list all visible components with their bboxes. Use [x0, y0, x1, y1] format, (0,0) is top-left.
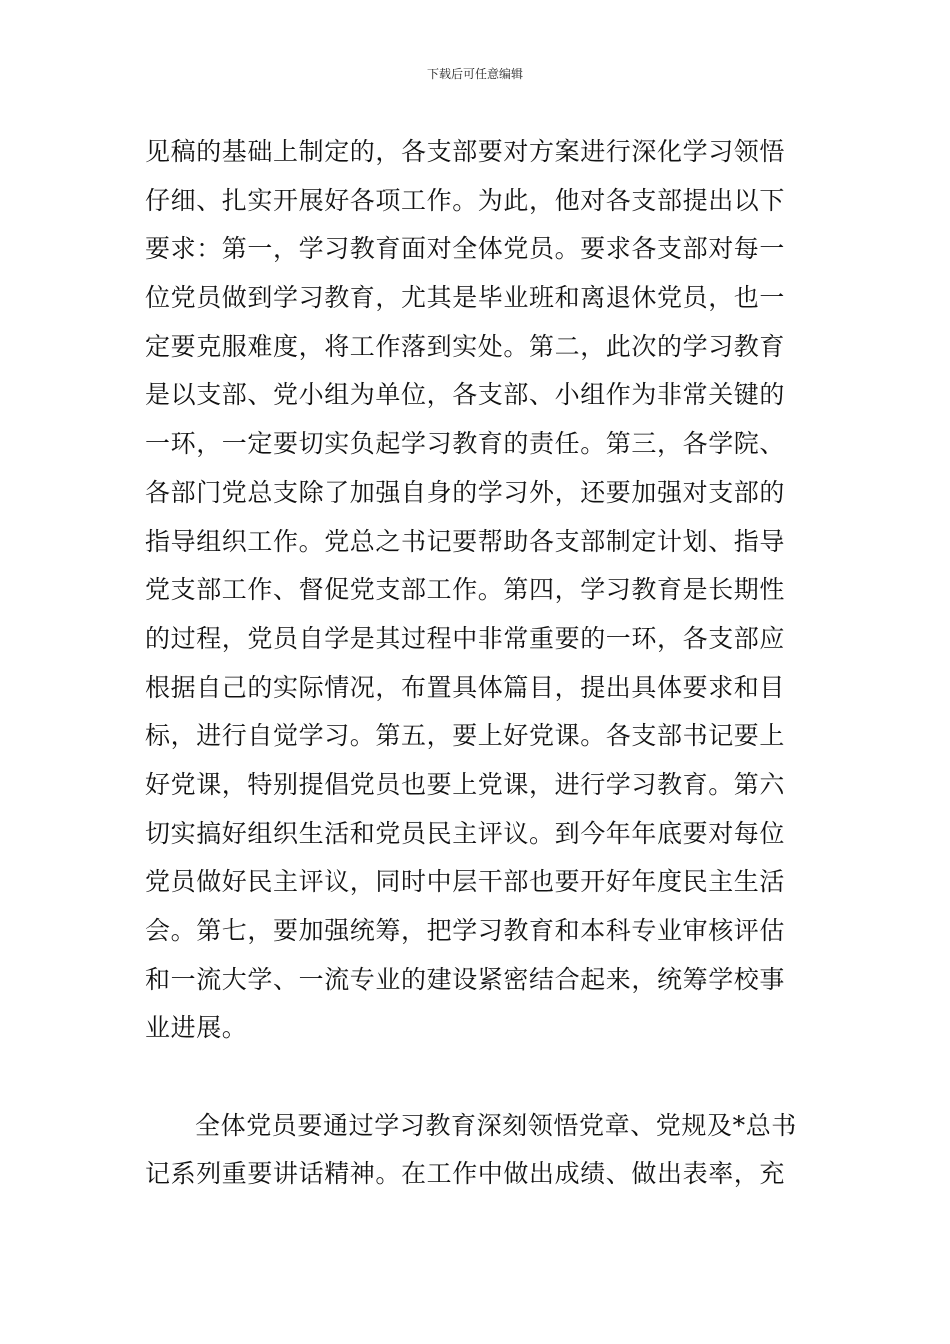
text-line: 记系列重要讲话精神。在工作中做出成绩、做出表率，充 — [145, 1159, 786, 1189]
text-line: 党支部工作、督促党支部工作。第四，学习教育是长期性 — [145, 575, 786, 605]
text-line: 标，进行自觉学习。第五，要上好党课。各支部书记要上 — [145, 721, 786, 751]
text-line: 好党课，特别提倡党员也要上党课，进行学习教育。第六 — [145, 769, 786, 799]
text-line: 和一流大学、一流专业的建设紧密结合起来，统筹学校事 — [145, 964, 786, 994]
text-line: 根据自己的实际情况，布置具体篇目，提出具体要求和目 — [145, 672, 786, 702]
text-line: 定要克服难度，将工作落到实处。第二，此次的学习教育 — [145, 331, 786, 361]
page-header: 下载后可任意编辑 — [426, 67, 523, 81]
text-line: 一环，一定要切实负起学习教育的责任。第三，各学院、 — [145, 429, 786, 459]
document-body — [145, 128, 811, 1199]
paragraph-2 — [145, 1102, 811, 1199]
text-line: 会。第七，要加强统筹，把学习教育和本科专业审核评估 — [145, 916, 786, 945]
text-line: 业进展。 — [145, 1013, 248, 1043]
text-line: 见稿的基础上制定的，各支部要对方案进行深化学习领悟 — [145, 137, 786, 166]
paragraph-spacer — [145, 1053, 811, 1102]
text-line: 指导组织工作。党总之书记要帮助各支部制定计划、指导 — [145, 526, 786, 556]
text-line: 全体党员要通过学习教育深刻领悟党章、党规及*总书 — [195, 1110, 797, 1140]
text-line: 的过程，党员自学是其过程中非常重要的一环，各支部应 — [145, 623, 786, 653]
text-line: 仔细、扎实开展好各项工作。为此，他对各支部提出以下 — [145, 185, 786, 215]
text-line: 要求：第一，学习教育面对全体党员。要求各支部对每一 — [145, 234, 786, 264]
text-line: 党员做好民主评议，同时中层干部也要开好年度民主生活 — [145, 867, 786, 897]
paragraph-1 — [145, 128, 811, 1053]
text-line: 是以支部、党小组为单位，各支部、小组作为非常关键的 — [145, 380, 786, 410]
text-line: 位党员做到学习教育，尤其是毕业班和离退休党员，也一 — [145, 283, 786, 313]
text-line: 切实搞好组织生活和党员民主评议。到今年年底要对每位 — [145, 818, 786, 848]
text-line: 各部门党总支除了加强自身的学习外，还要加强对支部的 — [145, 477, 786, 507]
